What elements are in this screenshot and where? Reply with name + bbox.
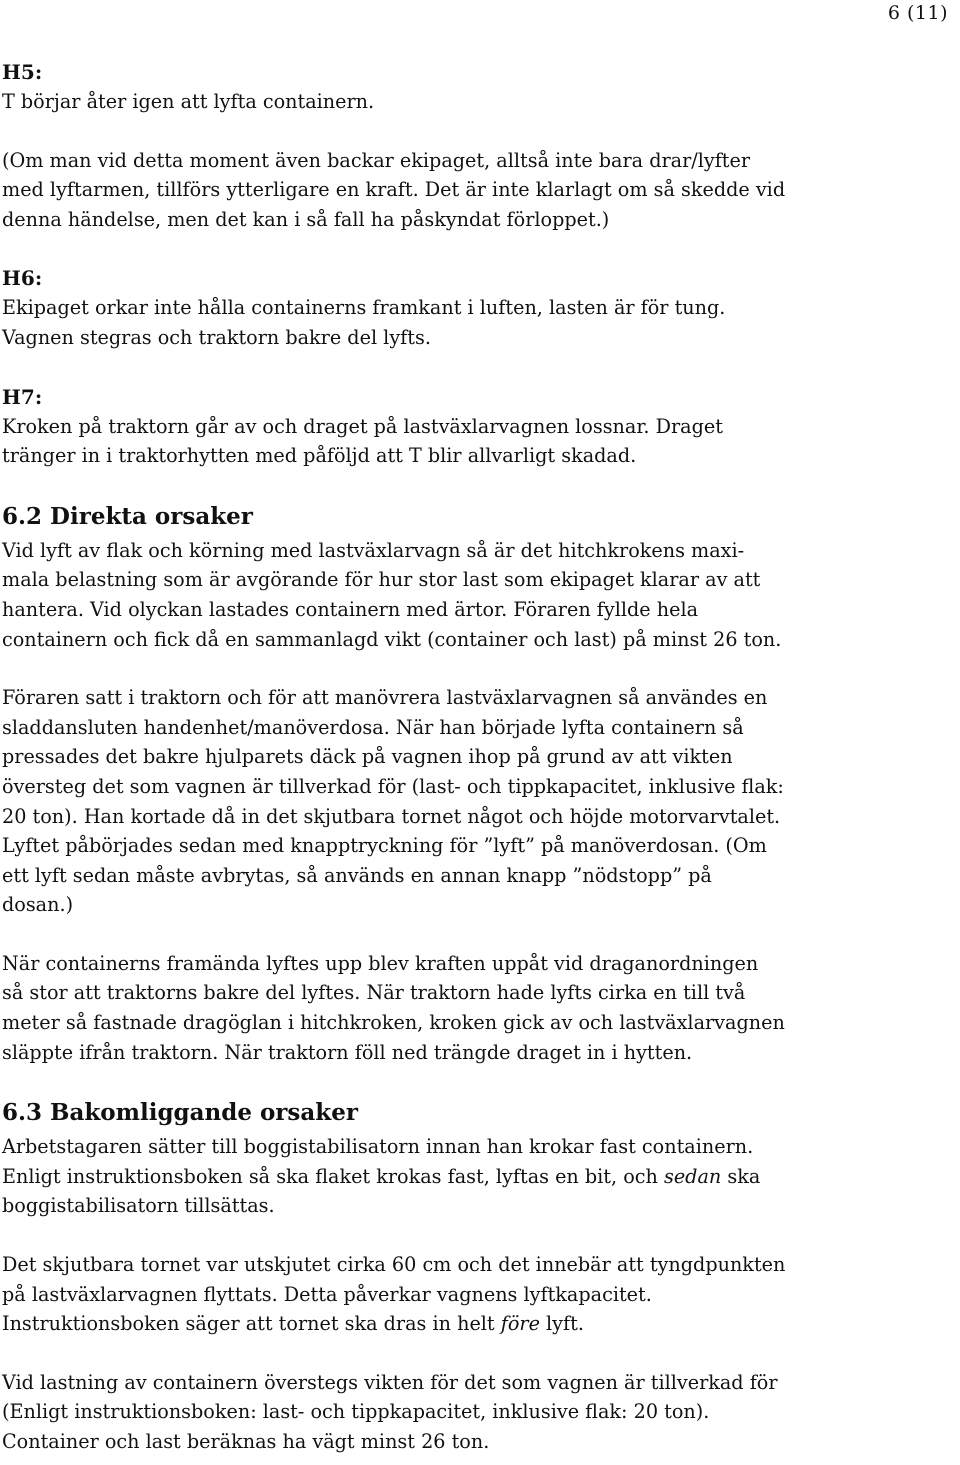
text-line: Föraren satt i traktorn och för att manövrera lastväxlarvagnen så användes en xyxy=(2,686,768,710)
text-line: Arbetstagaren sätter till boggistabilisatorn innan han krokar fast containern. xyxy=(2,1135,754,1159)
text-line: Container och last beräknas ha vägt minst 26 ton. xyxy=(2,1430,490,1453)
text-line: Lyftet påbörjades sedan med knapptryckning för ”lyft” på manöverdosan. (Om xyxy=(2,834,767,858)
text-line: Vid lyft av flak och körning med lastväxlarvagn så är det hitchkrokens maxi- xyxy=(2,538,745,562)
text-line: översteg det som vagnen är tillverkad för (last- och tippkapacitet, inklusive flak: xyxy=(2,774,784,798)
text-line: Ekipaget orkar inte hålla containerns framkant i luften, lasten är för tung. xyxy=(2,296,726,320)
section-heading-6-3: 6.3 Bakomliggande orsaker xyxy=(2,1099,358,1127)
text-line: boggistabilisatorn tillsättas. xyxy=(2,1194,275,1218)
text-fragment: Enligt instruktionsboken så ska flaket krokas fast, lyftas en bit, och xyxy=(2,1164,664,1188)
text-line: dosan.) xyxy=(2,893,74,917)
text-line xyxy=(2,1309,932,1339)
text-line: Vagnen stegras och traktorn bakre del lyfts. xyxy=(2,325,431,349)
text-line: med lyftarmen, tillförs ytterligare en kraft. Det är inte klarlagt om så skedde vid xyxy=(2,178,786,202)
section-6-2-paragraph-1 xyxy=(2,536,932,654)
document-body xyxy=(2,57,932,1457)
text-line: (Enligt instruktionsboken: last- och tippkapacitet, inklusive flak: 20 ton). xyxy=(2,1400,710,1424)
h7-block xyxy=(2,382,932,471)
text-fragment: Instruktionsboken säger att tornet ska dras in helt xyxy=(2,1312,501,1336)
section-6-3-paragraph-2 xyxy=(2,1250,932,1339)
text-line: hantera. Vid olyckan lastades containern med ärtor. Föraren fyllde hela xyxy=(2,597,699,621)
h5-block xyxy=(2,57,932,117)
text-line: på lastväxlarvagnen flyttats. Detta påverkar vagnens lyftkapacitet. xyxy=(2,1282,652,1306)
section-6-2-paragraph-3 xyxy=(2,949,932,1067)
text-line: så stor att traktorns bakre del lyftes. När traktorn hade lyfts cirka en till två xyxy=(2,981,746,1005)
h7-text xyxy=(2,412,932,471)
text-line: Det skjutbara tornet var utskjutet cirka 60 cm och det innebär att tyngdpunkten xyxy=(2,1253,786,1277)
text-line: ett lyft sedan måste avbrytas, så används en annan knapp ”nödstopp” på xyxy=(2,863,712,887)
h5-text xyxy=(2,87,932,117)
text-line: containern och fick då en sammanlagd vikt (container och last) på minst 26 ton. xyxy=(2,627,782,651)
h6-text xyxy=(2,293,932,352)
section-6-3-paragraph-1 xyxy=(2,1132,932,1221)
text-line: (Om man vid detta moment även backar ekipaget, alltså inte bara drar/lyfter xyxy=(2,148,751,172)
text-line: pressades det bakre hjulparets däck på vagnen ihop på grund av att vikten xyxy=(2,745,733,769)
h6-label: H6: xyxy=(2,266,43,291)
text-line: 20 ton). Han kortade då in det skjutbara tornet något och höjde motorvarvtalet. xyxy=(2,804,781,828)
text-line: Kroken på traktorn går av och draget på lastväxlarvagnen lossnar. Draget xyxy=(2,414,723,438)
text-fragment: lyft. xyxy=(539,1312,584,1336)
h5-note-text xyxy=(2,146,932,235)
text-line: T börjar åter igen att lyfta containern. xyxy=(2,90,375,113)
text-line: meter så fastnade dragöglan i hitchkroken, kroken gick av och lastväxlarvagnen xyxy=(2,1011,785,1035)
emphasis-text: sedan xyxy=(663,1164,722,1188)
text-line: Vid lastning av containern överstegs vikten för det som vagnen är tillverkad för xyxy=(2,1370,778,1394)
text-fragment: ska xyxy=(721,1164,761,1188)
text-line: denna händelse, men det kan i så fall ha påskyndat förloppet.) xyxy=(2,207,610,231)
text-line: sladdansluten handenhet/manöverdosa. När han började lyfta containern så xyxy=(2,715,744,739)
section-6-3-paragraph-3 xyxy=(2,1368,932,1457)
h5-label: H5: xyxy=(2,60,43,84)
h7-label: H7: xyxy=(2,384,43,409)
text-line: släppte ifrån traktorn. När traktorn föll ned trängde draget in i hytten. xyxy=(2,1040,693,1064)
text-line: När containerns framända lyftes upp blev kraften uppåt vid draganordningen xyxy=(2,951,759,975)
section-heading-6-2: 6.2 Direkta orsaker xyxy=(2,502,253,530)
section-6-2-paragraph-2 xyxy=(2,683,932,920)
emphasis-text: före xyxy=(500,1312,540,1336)
text-line: tränger in i traktorhytten med påföljd att T blir allvarligt skadad. xyxy=(2,444,637,468)
section-6-3 xyxy=(2,1096,932,1456)
text-line xyxy=(2,1162,932,1192)
h5-note xyxy=(2,146,932,235)
h6-block xyxy=(2,263,932,352)
text-line: mala belastning som är avgörande för hur stor last som ekipaget klarar av att xyxy=(2,568,761,592)
page-number: 6 (11) xyxy=(887,2,948,24)
section-6-2 xyxy=(2,500,932,1068)
